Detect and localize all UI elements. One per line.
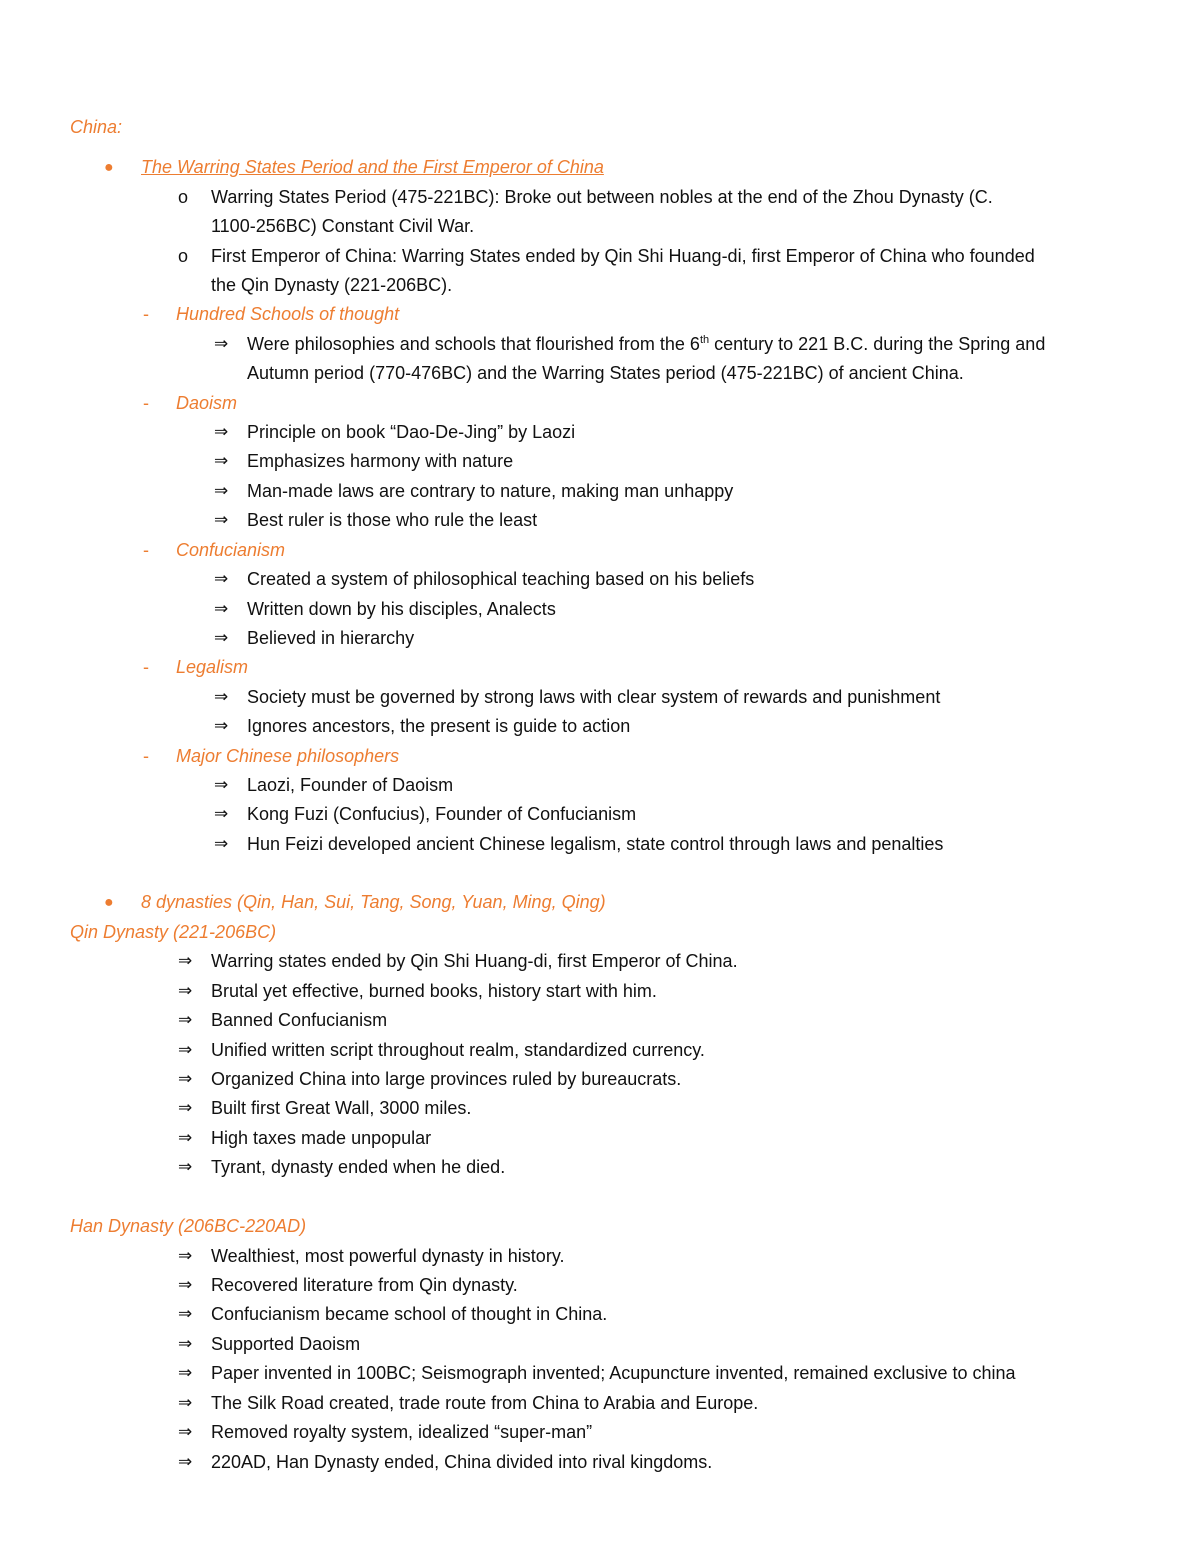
list-item: The Silk Road created, trade route from China to Arabia and Europe. xyxy=(211,1393,759,1413)
list-item xyxy=(247,333,1045,355)
arrow-bullet-icon: ⇒ xyxy=(178,1098,193,1117)
list-item: Best ruler is those who rule the least xyxy=(247,510,538,530)
subsection-heading: Daoism xyxy=(176,393,238,413)
circle-bullet-icon: o xyxy=(178,246,189,266)
arrow-bullet-icon: ⇒ xyxy=(178,1157,193,1176)
circle-bullet-icon: o xyxy=(178,187,189,207)
dash-bullet-icon: - xyxy=(143,657,149,677)
list-item-continuation: 1100-256BC) Constant Civil War. xyxy=(211,216,475,236)
arrow-bullet-icon: ⇒ xyxy=(214,422,229,441)
arrow-bullet-icon: ⇒ xyxy=(178,1334,193,1353)
list-item: Tyrant, dynasty ended when he died. xyxy=(211,1157,506,1177)
arrow-bullet-icon: ⇒ xyxy=(214,334,229,353)
dash-bullet-icon: - xyxy=(143,540,149,560)
arrow-bullet-icon: ⇒ xyxy=(178,1040,193,1059)
list-item-text: century to 221 B.C. during the Spring and xyxy=(709,334,1046,354)
list-item: Created a system of philosophical teaching based on his beliefs xyxy=(247,569,755,589)
list-item: First Emperor of China: Warring States ended by Qin Shi Huang-di, first Emperor of China who founded xyxy=(211,246,1035,266)
list-item: High taxes made unpopular xyxy=(211,1128,432,1148)
list-item: Written down by his disciples, Analects xyxy=(247,599,556,619)
arrow-bullet-icon: ⇒ xyxy=(178,1128,193,1147)
arrow-bullet-icon: ⇒ xyxy=(178,981,193,1000)
arrow-bullet-icon: ⇒ xyxy=(214,628,229,647)
arrow-bullet-icon: ⇒ xyxy=(214,775,229,794)
list-item: 220AD, Han Dynasty ended, China divided into rival kingdoms. xyxy=(211,1452,713,1472)
superscript: th xyxy=(699,334,710,346)
dash-bullet-icon: - xyxy=(143,304,149,324)
subsection-heading: Hundred Schools of thought xyxy=(176,304,400,324)
list-item: Unified written script throughout realm, standardized currency. xyxy=(211,1040,705,1060)
arrow-bullet-icon: ⇒ xyxy=(214,481,229,500)
arrow-bullet-icon: ⇒ xyxy=(178,1393,193,1412)
bullet-icon: ● xyxy=(104,159,114,176)
arrow-bullet-icon: ⇒ xyxy=(214,687,229,706)
list-item: Confucianism became school of thought in China. xyxy=(211,1304,608,1324)
list-item: Banned Confucianism xyxy=(211,1010,388,1030)
arrow-bullet-icon: ⇒ xyxy=(214,716,229,735)
arrow-bullet-icon: ⇒ xyxy=(214,804,229,823)
arrow-bullet-icon: ⇒ xyxy=(178,1422,193,1441)
arrow-bullet-icon: ⇒ xyxy=(214,451,229,470)
list-item: Emphasizes harmony with nature xyxy=(247,451,514,471)
list-item: Brutal yet effective, burned books, history start with him. xyxy=(211,981,657,1001)
arrow-bullet-icon: ⇒ xyxy=(178,1452,193,1471)
list-item: Built first Great Wall, 3000 miles. xyxy=(211,1098,472,1118)
list-item: Man-made laws are contrary to nature, making man unhappy xyxy=(247,481,734,501)
list-item: Supported Daoism xyxy=(211,1334,361,1354)
arrow-bullet-icon: ⇒ xyxy=(178,1275,193,1294)
subsection-heading: Major Chinese philosophers xyxy=(176,746,400,766)
bullet-icon: ● xyxy=(104,894,114,911)
list-item: Paper invented in 100BC; Seismograph invented; Acupuncture invented, remained exclusive to china xyxy=(211,1363,1016,1383)
subsection-heading: Legalism xyxy=(176,657,249,677)
dash-bullet-icon: - xyxy=(143,746,149,766)
arrow-bullet-icon: ⇒ xyxy=(178,1363,193,1382)
list-item: Organized China into large provinces ruled by bureaucrats. xyxy=(211,1069,682,1089)
arrow-bullet-icon: ⇒ xyxy=(178,1246,193,1265)
list-item: Recovered literature from Qin dynasty. xyxy=(211,1275,518,1295)
arrow-bullet-icon: ⇒ xyxy=(178,951,193,970)
arrow-bullet-icon: ⇒ xyxy=(178,1069,193,1088)
arrow-bullet-icon: ⇒ xyxy=(178,1010,193,1029)
arrow-bullet-icon: ⇒ xyxy=(214,599,229,618)
list-item: Removed royalty system, idealized “super-man” xyxy=(211,1422,593,1442)
list-item: Believed in hierarchy xyxy=(247,628,415,648)
list-item: Principle on book “Dao-De-Jing” by Laozi xyxy=(247,422,576,442)
list-item: Warring states ended by Qin Shi Huang-di, first Emperor of China. xyxy=(211,951,738,971)
document-title: China: xyxy=(70,117,123,137)
arrow-bullet-icon: ⇒ xyxy=(214,569,229,588)
dynasty-heading-qin: Qin Dynasty (221-206BC) xyxy=(70,922,277,942)
subsection-heading: Confucianism xyxy=(176,540,286,560)
list-item: Hun Feizi developed ancient Chinese legalism, state control through laws and penalties xyxy=(247,834,944,854)
list-item: Warring States Period (475-221BC): Broke out between nobles at the end of the Zhou Dynasty (C. xyxy=(211,187,993,207)
list-item-continuation: Autumn period (770-476BC) and the Warring States period (475-221BC) of ancient China. xyxy=(247,363,964,383)
list-item: Kong Fuzi (Confucius), Founder of Confucianism xyxy=(247,804,637,824)
section-heading-warring-states: The Warring States Period and the First Emperor of China xyxy=(141,157,604,177)
list-item: Society must be governed by strong laws with clear system of rewards and punishment xyxy=(247,687,941,707)
dash-bullet-icon: - xyxy=(143,393,149,413)
list-item-text: Were philosophies and schools that flourished from the 6 xyxy=(247,334,700,354)
arrow-bullet-icon: ⇒ xyxy=(214,834,229,853)
list-item: Wealthiest, most powerful dynasty in history. xyxy=(211,1246,565,1266)
list-item: Ignores ancestors, the present is guide to action xyxy=(247,716,631,736)
dynasty-heading-han: Han Dynasty (206BC-220AD) xyxy=(70,1216,307,1236)
list-item-continuation: the Qin Dynasty (221-206BC). xyxy=(211,275,453,295)
list-item: Laozi, Founder of Daoism xyxy=(247,775,454,795)
section-heading-dynasties: 8 dynasties (Qin, Han, Sui, Tang, Song, Yuan, Ming, Qing) xyxy=(141,892,606,912)
arrow-bullet-icon: ⇒ xyxy=(214,510,229,529)
arrow-bullet-icon: ⇒ xyxy=(178,1304,193,1323)
